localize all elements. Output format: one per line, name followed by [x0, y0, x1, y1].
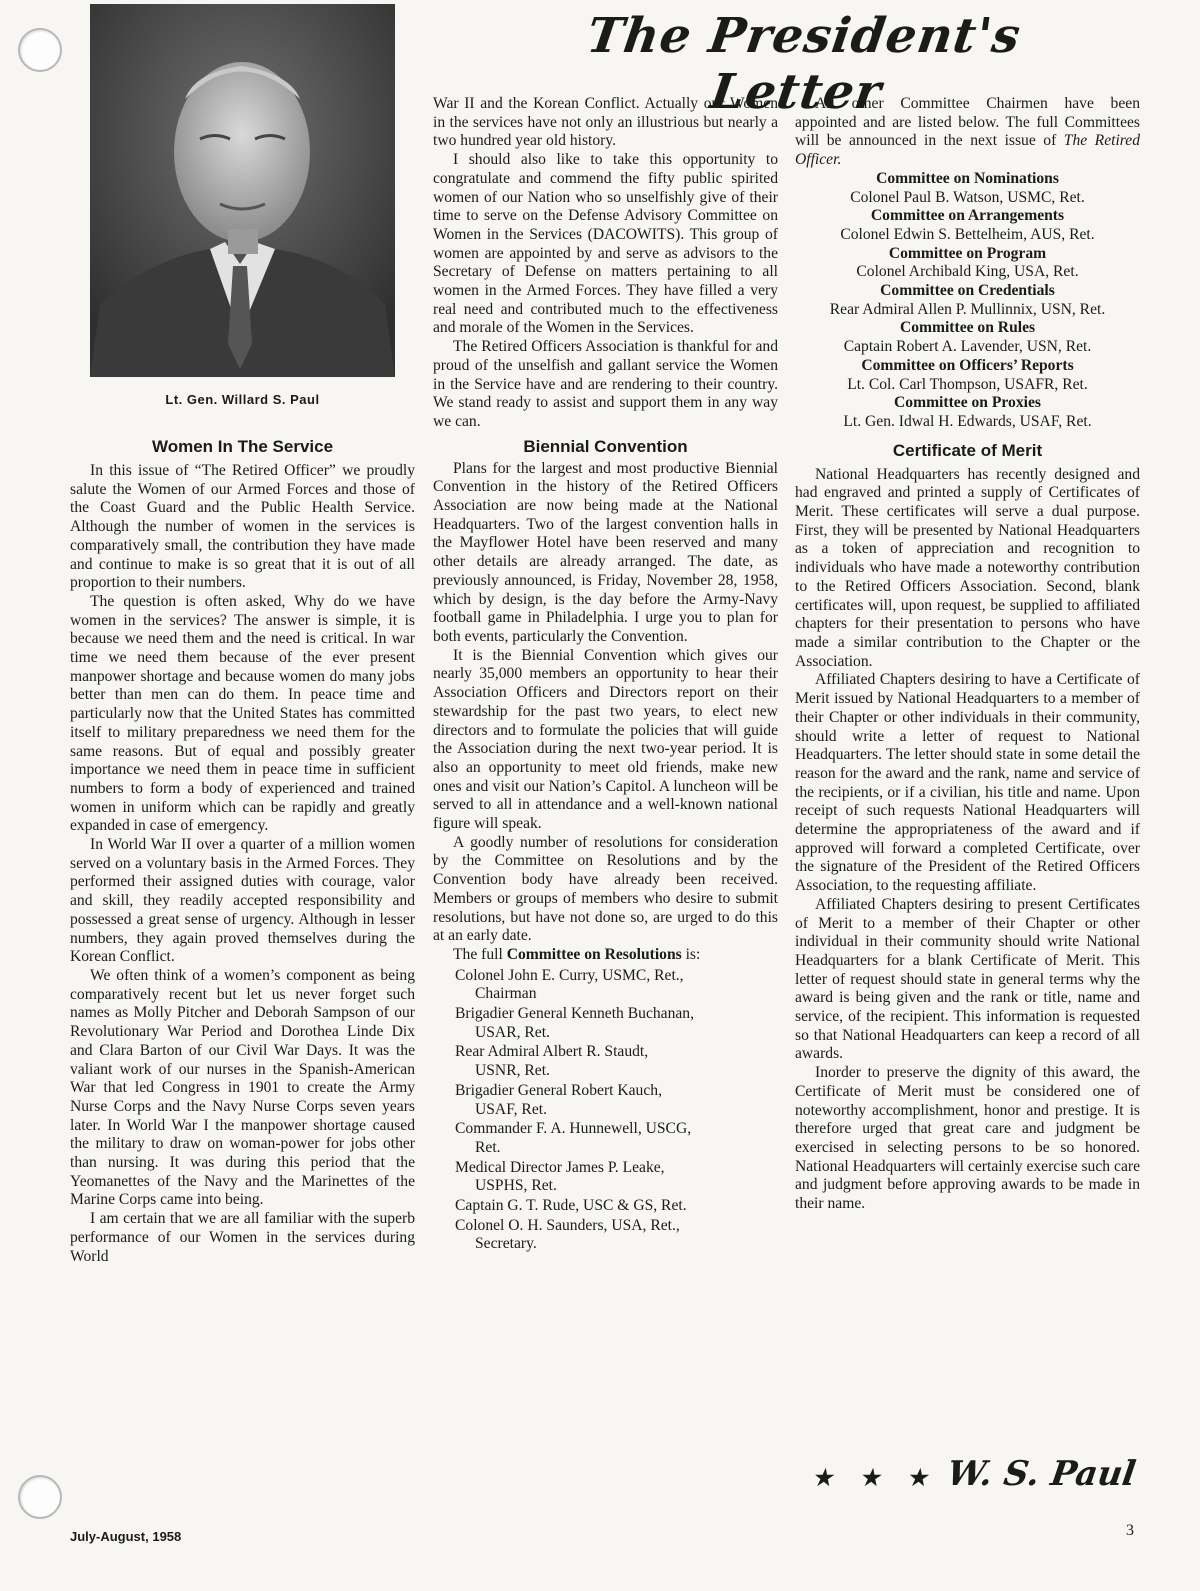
column-2: [433, 95, 778, 1254]
section-heading-convention: Biennial Convention: [523, 436, 688, 456]
paragraph: Plans for the largest and most productive Biennial Convention in the history of the Retired Officers Association are now being made at the National Headquarters. Two of the largest convention halls in the Mayflower Hotel have been reserved and many other details are already arranged. The date, as previously announced, is Friday, November 28, 1958, which by design, is the day before the Army-Navy football game in Philadelphia. I urge you to plan for both events, particularly the Convention.: [433, 459, 778, 645]
portrait-photo: [90, 4, 395, 377]
paragraph: Affiliated Chapters desiring to have a Certificate of Merit issued by National Headquarters to a member of their Chapter or other individuals in their community, should write a letter of request to National Headquarters. The letter should state in some detail the reason for the award and the rank, name and service of the recipients, or if a civilian, his title and name. Upon receipt of such requests National Headquarters will determine the appropriateness of the award and if approved will forward a completed Certificate, over the signature of the President of the Retired Officers Association, to the requesting affiliate.: [795, 671, 1140, 895]
committee-chair: Colonel Edwin S. Bettelheim, AUS, Ret.: [840, 225, 1095, 243]
list-item: Brigadier General Kenneth Buchanan, USAR, Ret.: [455, 1005, 695, 1041]
committees-list: [795, 170, 1140, 432]
paragraph: I am certain that we are all familiar with the superb performance of our Women in the services during World: [70, 1210, 415, 1265]
committee-name: Committee on Rules: [899, 319, 1036, 337]
stars-icon: ★ ★ ★: [812, 1465, 941, 1491]
committee-chair: Lt. Gen. Idwal H. Edwards, USAF, Ret.: [843, 412, 1092, 430]
committee-name: Committee on Program: [888, 244, 1047, 262]
committee-name: Committee on Credentials: [880, 282, 1055, 300]
binder-hole-bottom: [18, 1475, 62, 1519]
signature-name: W. S. Paul: [944, 1454, 1139, 1494]
list-item: Commander F. A. Hunnewell, USCG, Ret.: [455, 1120, 692, 1156]
binder-hole-top: [18, 28, 62, 72]
column-3: [795, 95, 1140, 1214]
paragraph: All other Committee Chairmen have been appointed and are listed below. The full Committees will be announced in the next issue of The Retired Officer.: [795, 95, 1140, 169]
committee-chair: Colonel Paul B. Watson, USMC, Ret.: [850, 188, 1085, 206]
signature: [812, 1454, 1138, 1494]
photo-caption: Lt. Gen. Willard S. Paul: [165, 392, 320, 407]
committee-chair: Rear Admiral Allen P. Mullinnix, USN, Ret.: [829, 300, 1106, 318]
list-item: Captain G. T. Rude, USC & GS, Ret.: [455, 1197, 687, 1215]
paragraph: In this issue of “The Retired Officer” we proudly salute the Women of our Armed Forces and those of the Coast Guard and the Public Health Service. Although the number of women in the services is comparatively small, the contribution they have made and continue to make is so great that it is out of all proportion to their numbers.: [70, 462, 415, 592]
paragraph: Affiliated Chapters desiring to present Certificates of Merit to a member of their Chapter or other individual in their community should write National Headquarters for a blank Certificate of Merit. This letter of request should state in general terms why the award is being given and the rank or title, name and service, of the recipient. This information is requested so that National Headquarters can keep a record of all awards.: [795, 895, 1140, 1063]
committee-name: Committee on Proxies: [894, 394, 1041, 412]
paragraph: We often think of a women’s component as being comparatively recent but let us never forget such names as Molly Pitcher and Deborah Sampson of our Revolutionary War Period and Dorothea Linde Dix and Clara Barton of our Civil War Days. It was the valiant work of our nurses in the Spanish-American War that led Congress in 1901 to create the Army Nurse Corps and the Navy Nurse Corps seven years later. In World War I the manpower shortage caused the military to draw on woman-power for jobs other than nursing. It was during this period that the Yeomanettes of the Navy and the Marinettes of the Marine Corps came into being.: [70, 966, 415, 1209]
paragraph: It is the Biennial Convention which gives our nearly 35,000 members an opportunity to hear their Association Officers and Directors report on their stewardship for the past two years, to elect new directors and to formulate the policies that will guide the Association during the next two-year period. It is also an opportunity to meet old friends, make new ones and visit our Nation’s Capitol. A luncheon will be served to all in attendance and a well-known national figure will speak.: [433, 646, 778, 833]
list-item: Colonel O. H. Saunders, USA, Ret., Secretary.: [455, 1216, 680, 1253]
column-1: [70, 436, 415, 1266]
committee-name: Committee on Arrangements: [870, 207, 1065, 225]
paragraph: A goodly number of resolutions for consideration by the Committee on Resolutions and by the Convention body have already been received. Members or groups of members who desire to submit resolutions, but have not done so, are urged to do this at an early date.: [433, 833, 778, 945]
committee-name: Committee on Nominations: [876, 169, 1059, 187]
page-title: The President's Letter: [583, 8, 1025, 120]
paragraph: The question is often asked, Why do we have women in the services? The answer is simple, it is because we need them and the need is critical. In war time we need them because of the ever present manpower shortage and because women do many jobs better than men can do them. In peace time and particularly now that the United States has committed itself to military preparedness we need them for the same reasons. But of equal and possibly greater importance we need them in peace time in sufficient numbers to form a body of experienced and trained women in uniform which can be rapidly and greatly expanded in case of emergency.: [70, 592, 415, 835]
paragraph: Inorder to preserve the dignity of this award, the Certificate of Merit must be considered one of noteworthy accomplishment, honor and prestige. It is therefore urged that great care and judgment be exercised in selecting persons to be so honored. National Headquarters will certainly exercise such care and judgment before approving awards to be made in their name.: [795, 1064, 1140, 1213]
page-number: 3: [1126, 1522, 1134, 1539]
issue-date: July-August, 1958: [70, 1529, 182, 1544]
list-item: Colonel John E. Curry, USMC, Ret., Chairman: [455, 966, 684, 1003]
committee-chair: Colonel Archibald King, USA, Ret.: [856, 263, 1079, 281]
committee-name: Committee on Officers’ Reports: [861, 356, 1074, 374]
list-item: Rear Admiral Albert R. Staudt, USNR, Ret.: [455, 1043, 649, 1080]
section-heading-certificate: Certificate of Merit: [892, 440, 1043, 460]
list-item: Brigadier General Robert Kauch, USAF, Ret.: [455, 1081, 662, 1118]
paragraph: In World War II over a quarter of a million women served on a voluntary basis in the Armed Forces. They performed their assigned duties with courage, valor and skill, they readily accepted responsibility and possessed a great sense of urgency. Although in lesser numbers, they again proved themselves during the Korean Conflict.: [70, 836, 415, 966]
paragraph: War II and the Korean Conflict. Actually our Women in the services have not only an illustrious but nearly a two hundred year old history.: [433, 95, 778, 150]
paragraph: National Headquarters has recently designed and had engraved and printed a supply of Certificates of Merit. These certificates will serve a dual purpose. First, they will be presented by National Headquarters as a token of appreciation and recognition to individuals who have made a noteworthy contribution to the Retired Officers Association. Second, blank certificates will, upon request, be supplied to affiliated chapters for their presentation to persons who have made a similar contribution to the Chapter or the Association.: [795, 465, 1140, 670]
paragraph: I should also like to take this opportunity to congratulate and commend the fifty public spirited women of our Nation who so unselfishly give of their time to serve on the Defense Advisory Committee on Women in the Services (DACOWITS). This group of women are appointed by and serve as advisors to the Secretary of Defense on matters pertaining to all women in the Armed Forces. They have filled a very real need and contributed much to the effectiveness and morale of the Women in the Services.: [433, 151, 778, 337]
resolutions-members-list: [433, 967, 778, 1255]
paragraph: The Retired Officers Association is thankful for and proud of the unselfish and gallant service the Women in the Service have and are rendering to their country. We stand ready to assist and support them in any way we can.: [433, 338, 778, 430]
section-heading-women: Women In The Service: [151, 437, 334, 456]
committee-chair: Lt. Col. Carl Thompson, USAFR, Ret.: [847, 375, 1088, 393]
list-item: Medical Director James P. Leake, USPHS, Ret.: [455, 1158, 665, 1195]
resolutions-intro: The full Committee on Resolutions is:: [453, 945, 701, 963]
committee-chair: Captain Robert A. Lavender, USN, Ret.: [843, 338, 1092, 356]
